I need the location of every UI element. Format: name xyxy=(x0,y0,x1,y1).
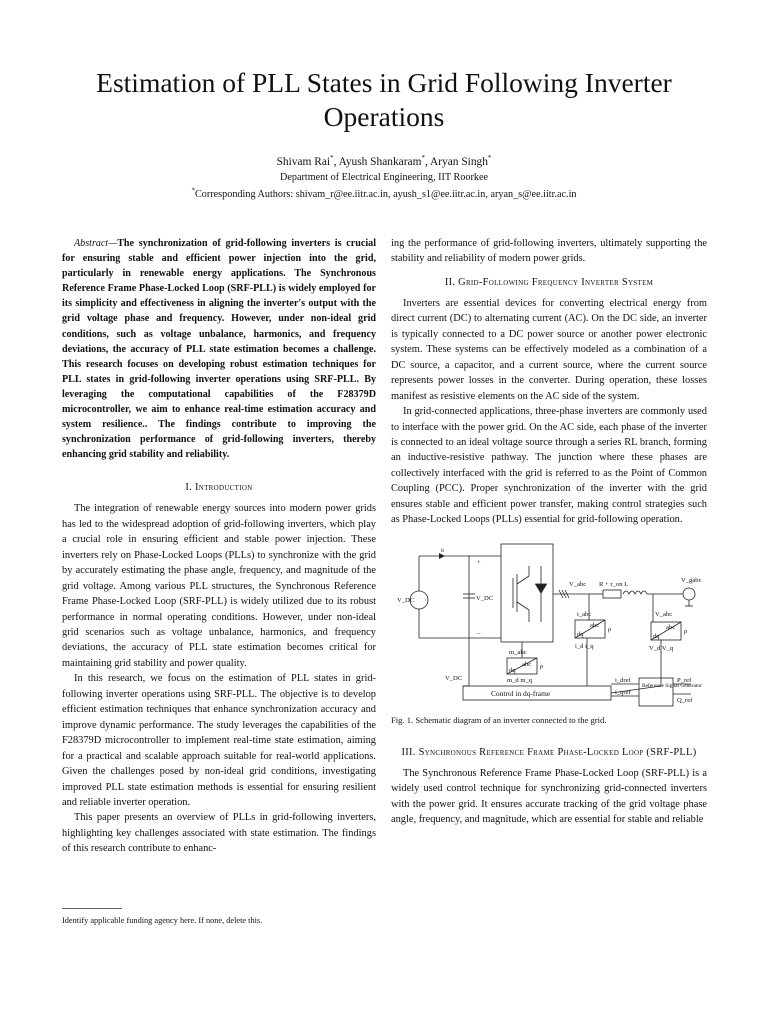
section-title: Grid-Following Frequency Inverter System xyxy=(458,276,654,288)
grid-source-symbol xyxy=(683,588,695,600)
label-pref: P_ref xyxy=(677,676,692,684)
section-number: II. xyxy=(444,276,459,288)
corresponding-authors xyxy=(40,188,728,202)
label-rho: ρ xyxy=(608,625,612,633)
author-name: Ayush Shankaram xyxy=(338,156,422,168)
label-il: iₗ xyxy=(441,546,444,554)
author-list xyxy=(40,154,728,170)
section-heading-grid-following xyxy=(391,275,707,290)
label-rho-v: ρ xyxy=(684,627,688,635)
label-abc-v: abc xyxy=(666,623,676,631)
label-minus: − xyxy=(477,630,481,638)
section-title: Synchronous Reference Frame Phase-Locked Loop (SRF-PLL) xyxy=(418,746,697,758)
author-separator: , xyxy=(424,156,431,168)
author-name: Aryan Singh xyxy=(430,156,488,168)
label-md-mq: m_d m_q xyxy=(507,676,533,684)
footnote-rule xyxy=(62,908,122,909)
label-vdc-source: V_DC xyxy=(397,596,415,604)
section-heading-srf-pll xyxy=(391,745,707,760)
figure-caption: Fig. 1. Schematic diagram of an inverter connected to the grid. xyxy=(391,714,607,725)
section-number: III. xyxy=(401,746,419,758)
diode-symbol xyxy=(535,584,547,594)
label-vdc-cap: V_DC xyxy=(476,594,494,602)
inverter-schematic-diagram xyxy=(391,536,707,714)
label-plus: + xyxy=(477,558,481,566)
author-separator: , xyxy=(333,156,339,168)
section-number: I. xyxy=(185,482,195,494)
label-vd-vq: V_d V_q xyxy=(649,644,674,652)
inverter-bridge-box xyxy=(501,544,553,642)
label-control-dq: Control in dq-frame xyxy=(491,688,551,698)
label-dq: dq xyxy=(577,630,584,638)
label-ref-generator: Reference Signal Generator xyxy=(642,682,702,689)
intro-paragraph-2: In this research, we focus on the estimation of PLL states in grid-following inverter operations using SRF-PLL. The objective is to develop efficient estimation techniques that enhance synchronization accuracy and improve dynamic performance. The study leverages the capabilities of the F28379D microcontroller to implement real-time state estimation, aiming for a practical and scalable approach suitable for real-world applications. Given the challenges posed by non-ideal grid conditions, investigating improved PLL state estimation methods is essential for ensuring resilient and reliable inverter operation. xyxy=(62,673,376,809)
label-id-iq: i_d i_q xyxy=(575,642,594,650)
srf-paragraph-1: The Synchronous Reference Frame Phase-Locked Loop (SRF-PLL) is a widely used control technique for synchronizing grid-connected inverters with the power grid. It ensures accurate tracking of the grid voltage phase angle, frequency, and magnitude, which are essential for stable and reliable xyxy=(391,767,707,826)
inductor-symbol xyxy=(623,591,647,594)
corresponding-mark: * xyxy=(191,186,195,195)
label-iqref: i_qref xyxy=(615,688,631,696)
label-vgabc: V_gabc xyxy=(681,576,702,584)
label-rl: R + r_on L xyxy=(599,580,629,588)
label-qref: Q_ref xyxy=(677,696,693,704)
label-mabc: m_abc xyxy=(509,648,527,656)
label-dq-v: dq xyxy=(653,632,660,640)
intro-paragraph-1: The integration of renewable energy sources into modern power grids has led to the widespread adoption of grid-following inverters, which play a crucial role in ensuring efficient and stable power injection. These inverters rely on Phase-Locked Loops (PLLs) to synchronize with the grid by accurately estimating the phase angle, frequency, and magnitude of the grid voltage. Among various PLL structures, the Synchronous Reference Frame Phase-Locked Loop (SRF-PLL) is widely utilized due to its robust performance in normal operating conditions. However, under non-ideal grid scenarios such as voltage unbalance, harmonics, and frequency deviations, the accuracy of PLL state estimation becomes critical for maintaining grid stability and power quality. xyxy=(62,503,376,669)
left-column xyxy=(62,236,376,857)
author-mark: * xyxy=(487,154,492,163)
label-vabc-measure: V_abc xyxy=(655,610,673,618)
resistor-symbol xyxy=(603,590,621,598)
abstract xyxy=(62,236,376,462)
section-title: Introduction xyxy=(194,482,253,494)
abstract-text: The synchronization of grid-following inverters is crucial for ensuring stable and efficient power injection into the grid, particularly in renewable energy applications. The Synchronous Reference Frame Phase-Locked Loop (SRF-PLL) is widely employed for its simplicity and effectiveness in aligning the inverter's output with the grid voltage phase and frequency. However, under non-ideal grid conditions, such as voltage unbalance, harmonics, and frequency deviations, the accuracy of PLL state estimation becomes a challenge. This research focuses on developing robust estimation techniques for PLL states in grid-following inverter operations using SRF-PLL. By leveraging the computational capabilities of the F28379D microcontroller, we aim to enhance real-time estimation accuracy and system resilience.. The findings contribute to improving the synchronization performance of grid-following inverters, thereby enhancing grid stability and reliability. xyxy=(62,238,376,461)
author-mark: * xyxy=(330,154,334,163)
figure-inverter-schematic xyxy=(391,536,707,714)
label-vdc-control: V_DC xyxy=(445,674,463,682)
grid-paragraph-1: Inverters are essential devices for converting electrical energy from direct current (DC) to alternating current (AC). On the DC side, an inverter is typically connected to a DC power source or another power electronic system. These systems can be effectively modeled as a combination of a DC source, a capacitor, and a current source, where the current source represents power losses in the converter. During operation, these losses manifest as resistive elements on the AC side of the system. xyxy=(391,297,707,402)
label-dq-m: dq xyxy=(509,666,516,674)
right-column xyxy=(391,236,707,828)
label-idref: i_dref xyxy=(615,676,631,684)
label-abc-m: abc xyxy=(522,660,532,668)
paper-title: Estimation of PLL States in Grid Following Inverter Operations xyxy=(96,67,672,132)
label-iabc: i_abc xyxy=(577,610,592,618)
corresponding-text: Corresponding Authors: shivam_r@ee.iitr.ac.in, ayush_s1@ee.iitr.ac.in, aryan_s@ee.iitr.ac.in xyxy=(194,189,577,200)
abstract-label: Abstract— xyxy=(74,238,118,249)
author-mark: * xyxy=(421,154,425,163)
section-heading-introduction xyxy=(62,480,376,495)
grid-paragraph-2: In grid-connected applications, three-phase inverters are commonly used to interface with the power grid. On the AC side, each phase of the inverter is connected to an ideal voltage source through a series RL branch, forming an inductive-resistive pathway. The junction where these phases are collectively interfaced with the grid is referred to as the Point of Common Coupling (PCC). Proper synchronization of the inverter with the grid ensures stable and efficient power transfer, making control strategies such as Phase-Locked Loops (PLLs) essential for grid-following operation. xyxy=(391,406,707,526)
intro-paragraph-3: This paper presents an overview of PLLs in grid-following inverters, highlighting key challenges associated with state estimation. The findings of this research contribute to enhanc- xyxy=(62,812,376,855)
label-abc: abc xyxy=(590,621,600,629)
footnote: Identify applicable funding agency here. If none, delete this. xyxy=(62,916,263,925)
affiliation: Department of Electrical Engineering, IIT Roorkee xyxy=(279,172,488,183)
label-rho-m: ρ xyxy=(540,662,544,670)
author-name: Shivam Rai xyxy=(276,156,331,168)
label-vabc-inverter: V_abc xyxy=(569,580,587,588)
intro-paragraph-3-continued: ing the performance of grid-following inverters, ultimately supporting the stability and reliability of modern power grids. xyxy=(391,238,707,265)
